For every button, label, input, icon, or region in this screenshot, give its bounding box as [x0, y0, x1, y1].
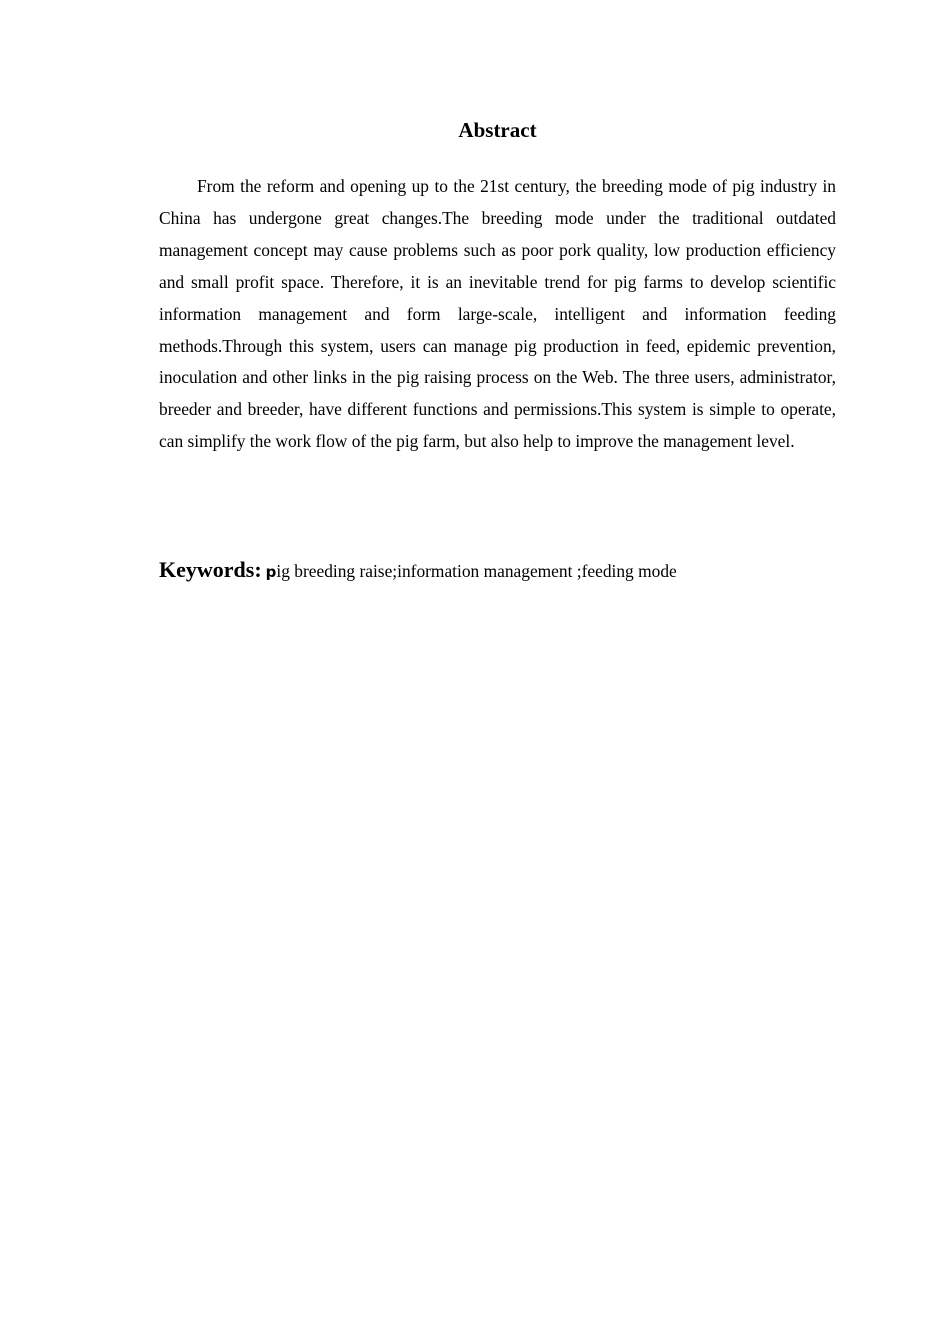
keywords-first-letter: p: [265, 563, 277, 581]
keywords-label: Keywords:: [159, 557, 262, 582]
abstract-body: From the reform and opening up to the 21st century, the breeding mode of pig industry in China has undergone great changes.The breeding mode under the traditional outdated management concept may cause problems such as poor pork quality, low production efficiency and small profit space. Therefore, it is an inevitable trend for pig farms to develop scientific information management and form large-scale, intelligent and information feeding methods.Through this system, users can manage pig production in feed, epidemic prevention, inoculation and other links in the pig raising process on the Web. The three users, administrator, breeder and breeder, have different functions and permissions.This system is simple to operate, can simplify the work flow of the pig farm, but also help to improve the management level.: [159, 176, 836, 452]
abstract-title: Abstract: [458, 118, 537, 142]
keywords-text: ig breeding raise;information management ;feeding mode: [276, 561, 677, 581]
keywords-line: [159, 556, 836, 587]
